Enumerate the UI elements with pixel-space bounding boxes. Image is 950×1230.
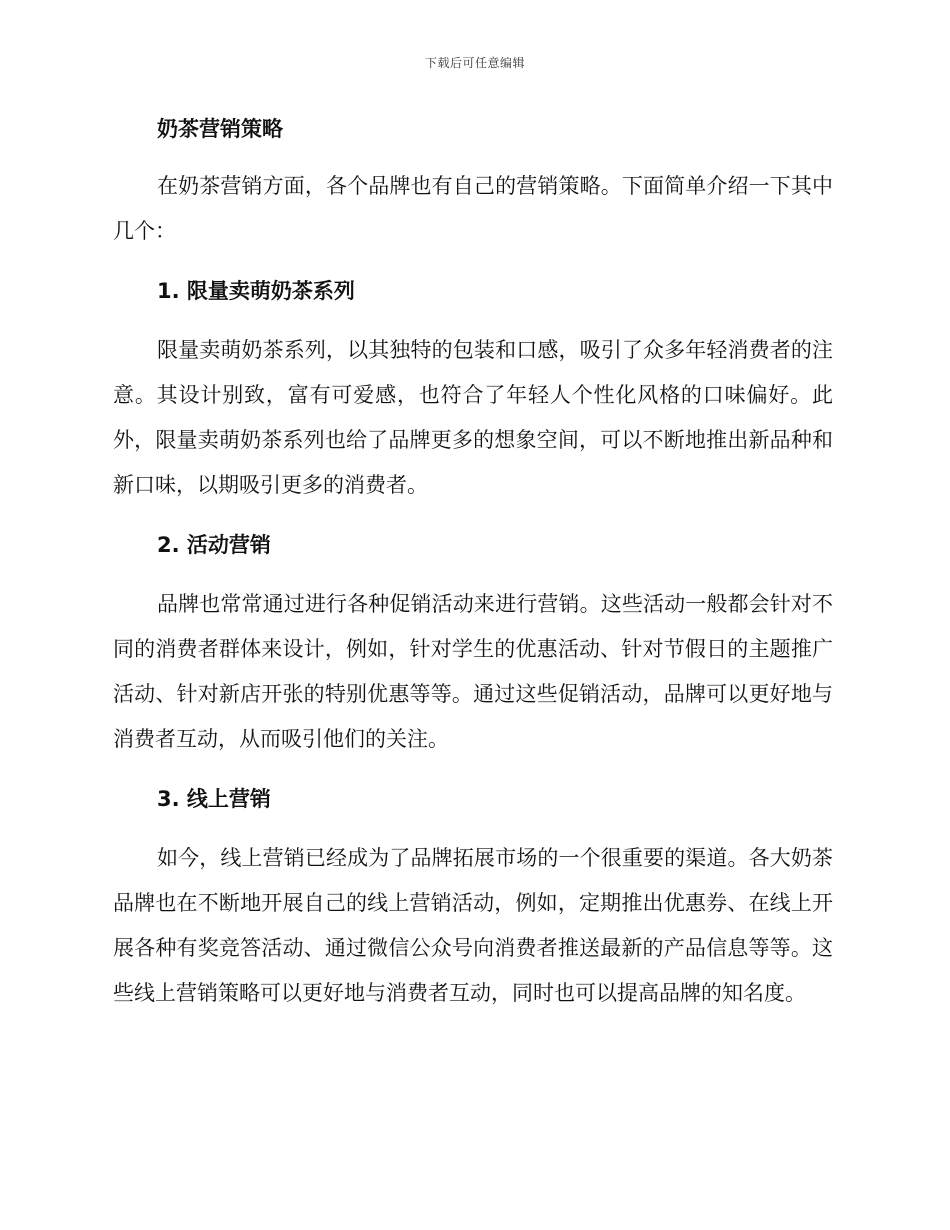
section-paragraph: 如今，线上营销已经成为了品牌拓展市场的一个很重要的渠道。各大奶茶品牌也在不断地开展自己的线上营销活动，例如，定期推出优惠券、在线上开展各种有奖竞答活动、通过微信公众号向消费者推送最新的产品信息等等。这些线上营销策略可以更好地与消费者互动，同时也可以提高品牌的知名度。 — [113, 846, 833, 1005]
intro-paragraph: 在奶茶营销方面，各个品牌也有自己的营销策略。下面简单介绍一下其中几个： — [113, 174, 833, 243]
section-paragraph: 品牌也常常通过进行各种促销活动来进行营销。这些活动一般都会针对不同的消费者群体来设计，例如，针对学生的优惠活动、针对节假日的主题推广活动、针对新店开张的特别优惠等等。通过这些促销活动，品牌可以更好地与消费者互动，从而吸引他们的关注。 — [113, 592, 833, 751]
page-header: 下载后可任意编辑 — [424, 56, 525, 70]
section-paragraph: 限量卖萌奶茶系列，以其独特的包装和口感，吸引了众多年轻消费者的注意。其设计别致，富有可爱感，也符合了年轻人个性化风格的口味偏好。此外，限量卖萌奶茶系列也给了品牌更多的想象空间，可以不断地推出新品种和新口味，以期吸引更多的消费者。 — [113, 338, 833, 497]
section-heading: 2. 活动营销 — [157, 533, 271, 557]
section-heading: 3. 线上营销 — [157, 787, 271, 811]
section-event-marketing — [113, 524, 833, 762]
document-body — [113, 108, 833, 1016]
section-heading: 1. 限量卖萌奶茶系列 — [157, 279, 355, 303]
section-limited-cute-series — [113, 270, 833, 508]
section-online-marketing — [113, 778, 833, 1016]
document-title: 奶茶营销策略 — [157, 117, 283, 141]
